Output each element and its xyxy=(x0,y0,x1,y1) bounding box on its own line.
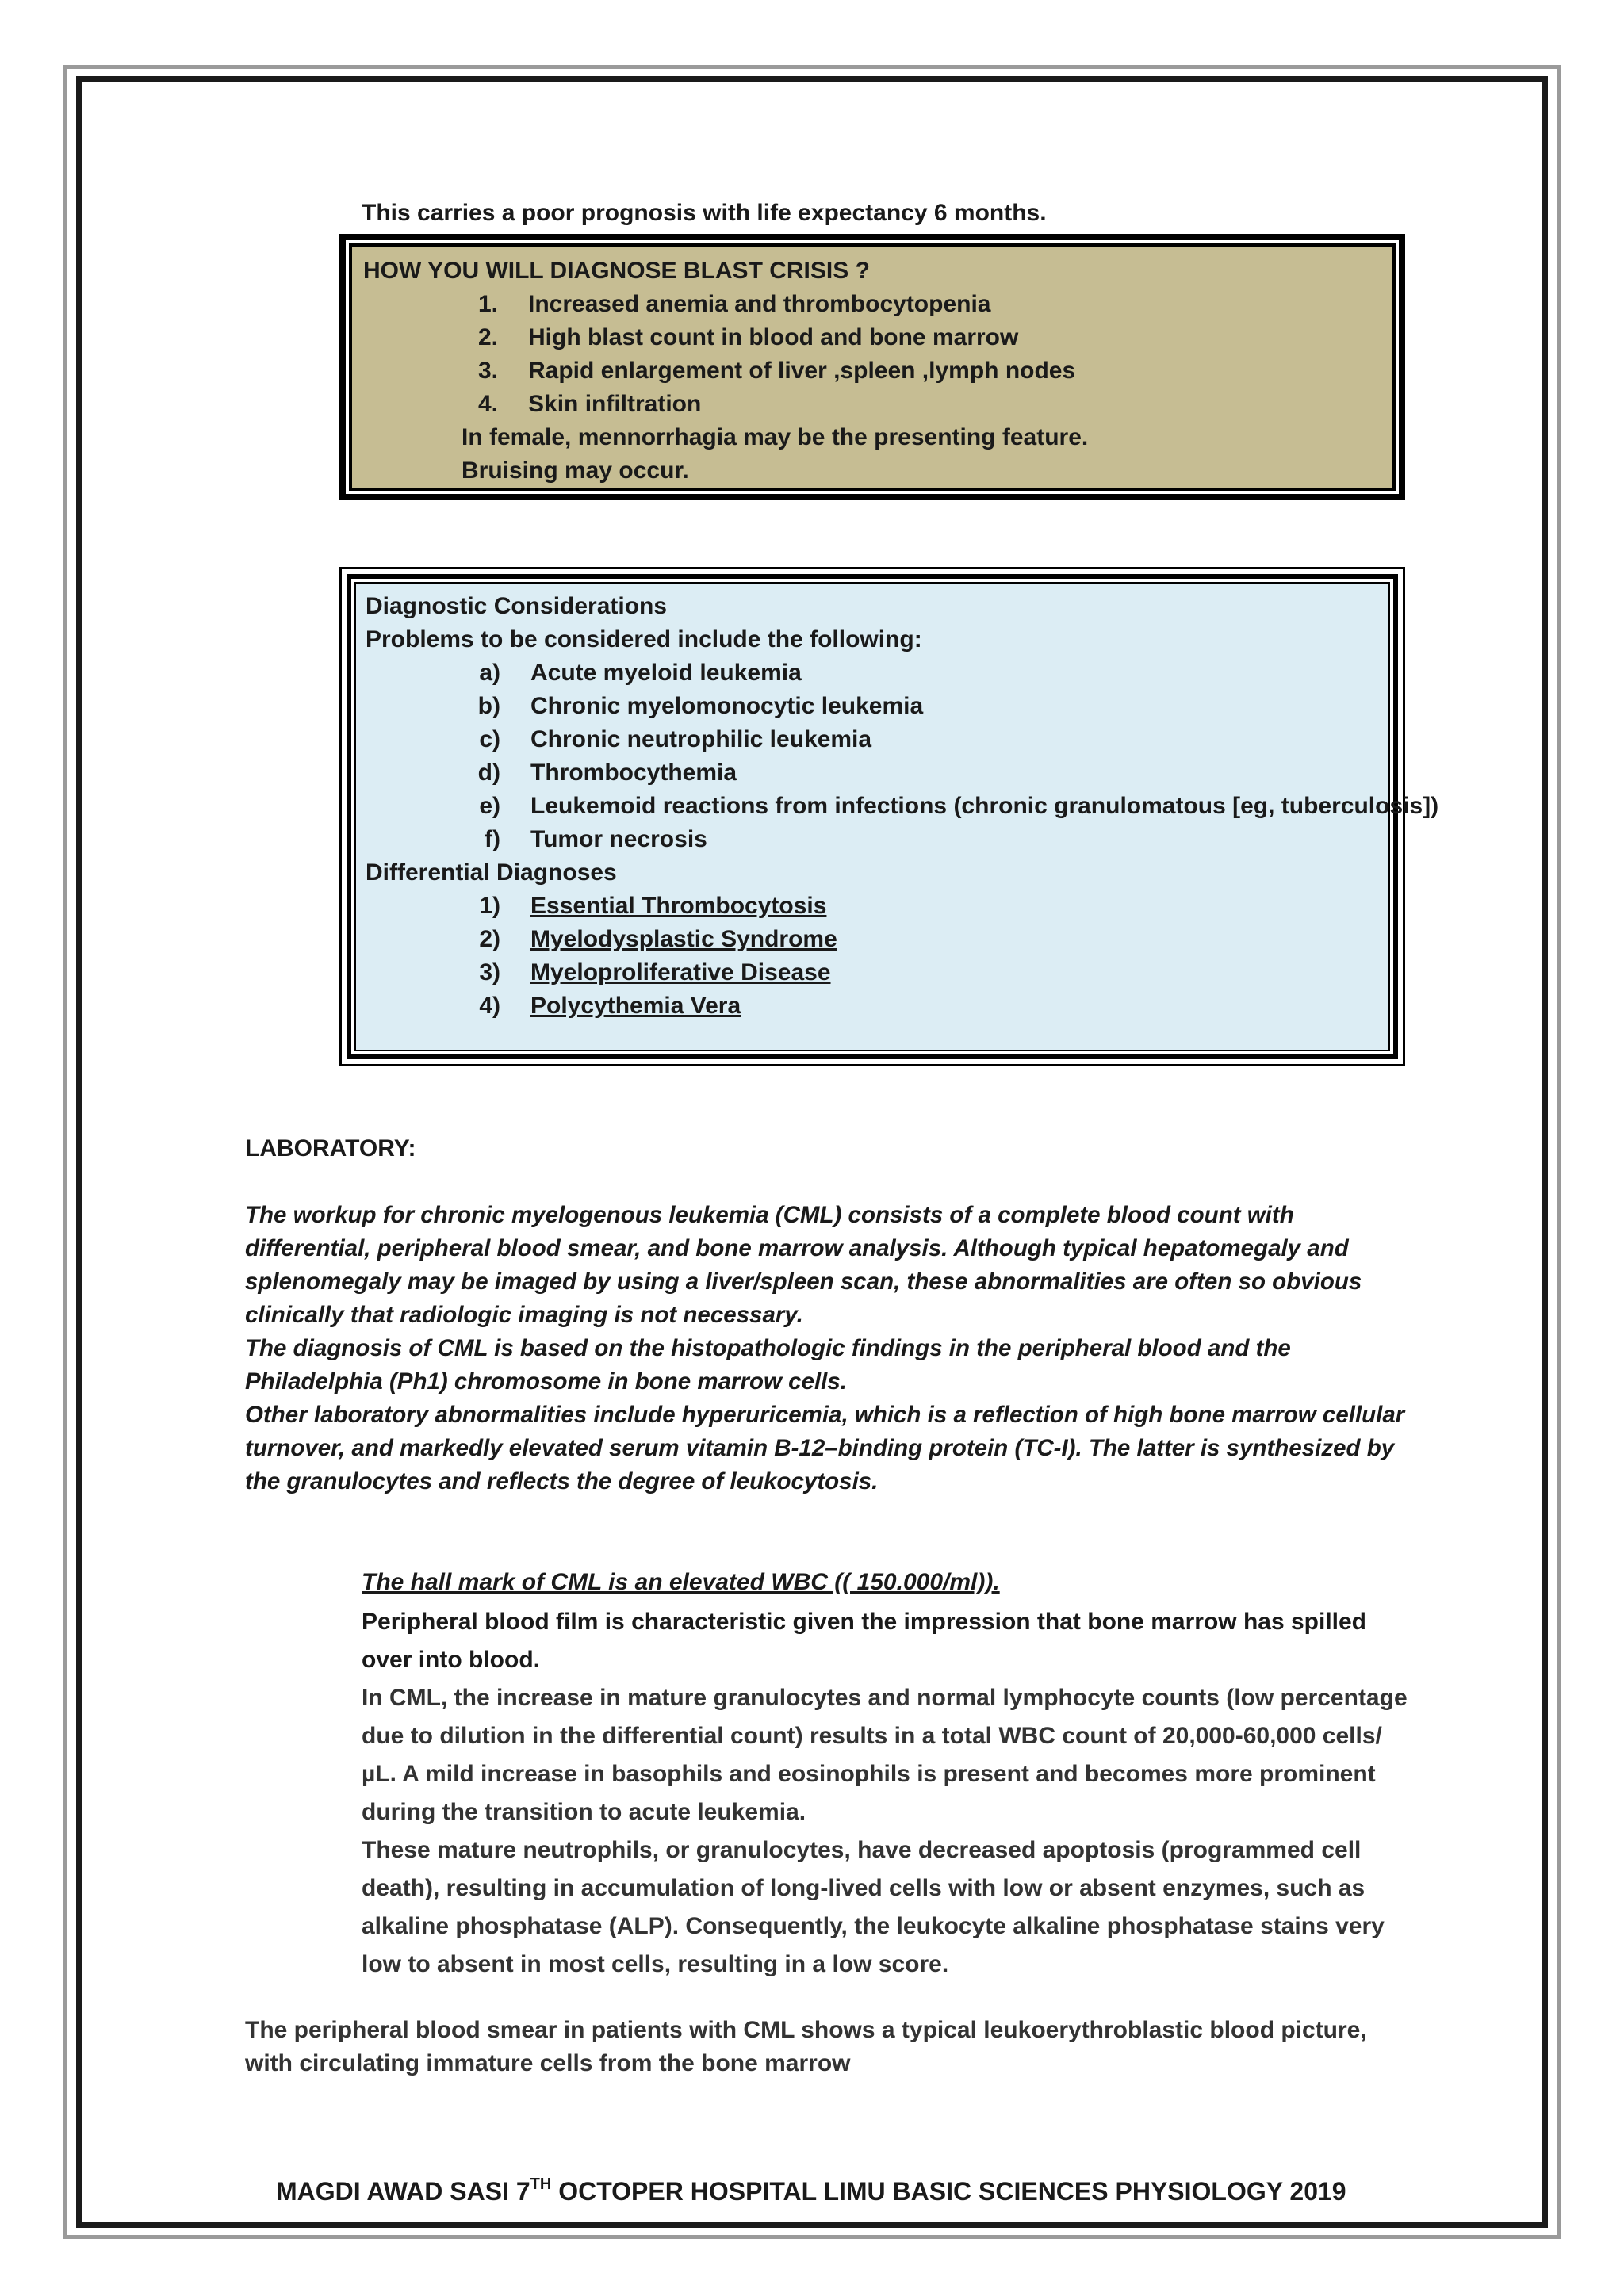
page-footer xyxy=(276,2167,1346,2209)
smear-paragraph: The peripheral blood smear in patients with CML shows a typical leukoerythroblastic blood picture, with circulating immature cells from the bone marrow xyxy=(245,2017,1367,2076)
list-number: 1. xyxy=(477,291,498,317)
laboratory-paragraph: The workup for chronic myelogenous leukemia (CML) consists of a complete blood count with differential, peripheral blood smear, and bone marrow analysis. Although typical hepatomegaly and splenomegaly may be imaged by using a liver/spleen scan, these abnormalities are often so obvious clinically that radiologic imaging is not necessary. xyxy=(245,1202,1362,1328)
diagnostic-title: Diagnostic Considerations xyxy=(366,593,668,619)
list-number: 3. xyxy=(477,358,498,384)
film-paragraph: In CML, the increase in mature granulocytes and normal lymphocyte counts (low percentage due to dilution in the differential count) results in a total WBC count of 20,000-60,000 cells/µL. A mild increase in basophils and eosinophils is present and becomes more prominent during the transition to acute leukemia. xyxy=(362,1685,1408,1825)
diagnostic-box-inner xyxy=(354,582,1439,1051)
list-item xyxy=(366,690,1379,723)
list-text: Chronic myelomonocytic leukemia xyxy=(530,693,924,719)
film-paragraph: Peripheral blood film is characteristic given the impression that bone marrow has spilled over into blood. xyxy=(362,1609,1367,1673)
prognosis-sentence: This carries a poor prognosis with life expectancy 6 months. xyxy=(362,200,1047,226)
list-item xyxy=(363,354,1381,388)
list-number: c) xyxy=(479,726,500,752)
list-item xyxy=(366,823,1379,856)
blood-film-section xyxy=(362,1603,1408,1984)
footer-superscript: TH xyxy=(530,2175,552,2193)
list-number: f) xyxy=(485,826,500,852)
blast-crisis-note: Bruising may occur. xyxy=(462,457,689,484)
list-item xyxy=(366,656,1379,690)
list-text: Leukemoid reactions from infections (chronic granulomatous [eg, tuberculosis]) xyxy=(530,793,1439,819)
footer-text-after: OCTOPER HOSPITAL LIMU BASIC SCIENCES PHYSIOLOGY 2019 xyxy=(551,2177,1346,2206)
list-item xyxy=(366,890,1379,923)
differential-link[interactable]: Myelodysplastic Syndrome xyxy=(530,926,837,952)
differential-link[interactable]: Polycythemia Vera xyxy=(530,993,741,1019)
film-paragraph: These mature neutrophils, or granulocytes, have decreased apoptosis (programmed cell death), resulting in accumulation of long-lived cells with low or absent enzymes, such as alkaline phosphatase (ALP). Consequently, the leukocyte alkaline phosphatase stains very low to absent in most cells, resulting in a low score. xyxy=(362,1837,1385,1977)
laboratory-paragraph: The diagnosis of CML is based on the histopathologic findings in the peripheral blood and the Philadelphia (Ph1) chromosome in bone marrow cells. xyxy=(245,1335,1291,1395)
list-item xyxy=(366,790,1439,823)
blast-crisis-title: HOW YOU WILL DIAGNOSE BLAST CRISIS ? xyxy=(363,258,870,284)
list-number: 3) xyxy=(479,959,500,985)
list-number: e) xyxy=(479,793,500,819)
list-item xyxy=(363,321,1381,354)
footer-text-before: MAGDI AWAD SASI 7 xyxy=(276,2177,530,2206)
diagnostic-subtitle: Problems to be considered include the following: xyxy=(366,626,922,652)
list-number: a) xyxy=(479,660,500,686)
list-item xyxy=(366,956,1379,989)
blast-crisis-box-inner xyxy=(349,243,1396,491)
list-text: Thrombocythemia xyxy=(530,760,737,786)
laboratory-body xyxy=(245,1199,1411,1498)
list-item xyxy=(366,756,1379,790)
list-number: b) xyxy=(477,693,500,719)
blast-crisis-note: In female, mennorrhagia may be the presenting feature. xyxy=(462,424,1089,450)
list-number: 2. xyxy=(477,324,498,350)
differential-link[interactable]: Myeloproliferative Disease xyxy=(530,959,831,985)
list-number: 4. xyxy=(477,391,498,417)
list-item xyxy=(366,923,1379,956)
list-text: Chronic neutrophilic leukemia xyxy=(530,726,872,752)
list-number: 4) xyxy=(479,993,500,1019)
laboratory-heading: LABORATORY: xyxy=(245,1135,416,1161)
differential-title: Differential Diagnoses xyxy=(366,859,617,886)
laboratory-paragraph: Other laboratory abnormalities include hyperuricemia, which is a reflection of high bone marrow cellular turnover, and markedly elevated serum vitamin B-12–binding protein (TC-I). The latter is synthesized by the granulocytes and reflects the degree of leukocytosis. xyxy=(245,1402,1405,1494)
list-text: Rapid enlargement of liver ,spleen ,lymph nodes xyxy=(528,358,1076,384)
list-number: d) xyxy=(477,760,500,786)
list-number: 2) xyxy=(479,926,500,952)
differential-link[interactable]: Essential Thrombocytosis xyxy=(530,893,827,919)
list-item xyxy=(366,723,1379,756)
list-text: Increased anemia and thrombocytopenia xyxy=(528,291,991,317)
list-text: Tumor necrosis xyxy=(530,826,707,852)
list-text: Acute myeloid leukemia xyxy=(530,660,802,686)
list-text: High blast count in blood and bone marrow xyxy=(528,324,1019,350)
list-item xyxy=(363,288,1381,321)
diagnostic-box-frame xyxy=(347,574,1439,1059)
list-text: Skin infiltration xyxy=(528,391,702,417)
hallmark-statement: The hall mark of CML is an elevated WBC (( 150.000/ml)). xyxy=(362,1569,1000,1595)
list-item xyxy=(363,388,1381,421)
diagnostic-considerations-box xyxy=(339,567,1439,1066)
list-item xyxy=(366,989,1379,1023)
list-number: 1) xyxy=(479,893,500,919)
blast-crisis-box xyxy=(339,234,1405,500)
